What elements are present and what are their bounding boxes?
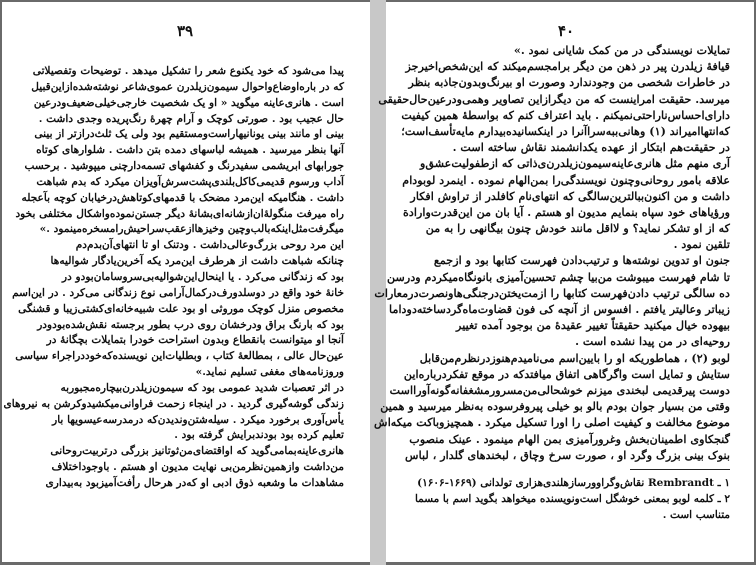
text-line: خانه‌ٔ خود واقع در دوسلدورف‌در‌کمال‌آرامی‌ نوع زندگانی می‌کرد . در این‌اسم [12,286,344,299]
right-page [374,2,754,562]
text-line: بینی او مانند بینی یونانیها‌راست‌ومستقیم بود ولی یک ثلث‌درازتر‌ از‌ بینی [34,128,344,141]
text-line: ورؤیاهای خود سپاه بنمایم مدیون او هستم . آیا‌ بان‌ من‌ این‌قدرت‌وارادة [403,204,730,219]
text-line: تمایلات نویسندگی در من کمک شایانی نمود .» [513,43,730,57]
text-line: مشاهدات ما وشعبه ذوق ادبی او که‌در هرحال رأفت‌آمیزبود به‌بیداری [45,476,344,489]
footnote-line: متناسب است . [662,509,730,522]
text-line: دارای‌احساس‌ناراحتی‌نمیکنم . باید‌ اعتراف‌ کنم که بواسطه‌ٔ‌ همین کیفیت [401,107,730,122]
right-page-text [374,42,730,523]
text-line: در اثر تعصبات شدید عمومی بود که سیمون‌زیلدرن‌بیچاره‌مجبور‌به [60,381,344,394]
text-line: بیهوده خیال میکنید حقیقتاً‌ تغییر عقیده‌ٔ من بوجود آمده تغییر [456,318,730,333]
text-line: علاقه‌ بامور روحانی‌وچنون نویسندگی‌را بمن‌الهام نموده . اینمرد لوبودام [402,172,730,187]
text-line: زیباتر وعالیتر یافتم . افسوس از آنچه کی‌ فون‌ قضاوت‌ماه‌گرد‌ساخته‌دو‌داما [389,302,730,316]
text-line: حال عجیب بود . صورتی کوچک و آرام چهره‌ٔ رنگ‌پریده وجدی داشت . [38,112,344,125]
text-line: چنانکه شباهت داشت از هرطرف این‌مرد یکه آخرین‌یادگار شوالیه‌ها [50,255,344,268]
footnote-line: ۱ ـ Rembrandt نقاش‌وگراوور‌ساز‌هلندی‌هزاری‌ تولدانی (۱۶۶۹-۱۶۰۶) [417,476,730,489]
left-page-text [3,64,344,492]
text-line: یأس‌آوری برخورد میکرد . سیله‌شتن‌وندیدن‌که‌ در‌مدرسه‌عیسویها بار [52,413,344,426]
text-line: روحیه‌ای در من پیدا نشده است . [575,334,730,349]
text-line: بود که زندگانی می‌کرد . یا اینحال‌این‌شوالیه‌بی‌سروسامان‌بود‌و‌ در [61,270,344,283]
text-line: این مرد روحی بزرگ‌وعالی‌داشت . ودتنک او تا انتهای‌آن‌بدم‌دم [75,239,344,252]
text-line: پیدا می‌شود که خود یکنوع شعر را تشکیل میدهد . توضیحات وتفصیلاتی [32,65,344,77]
text-line: تعلیم کرده بود بودندبرایش گرفته بود . [174,429,344,442]
text-line: میگرفت‌مثل‌اینکه‌بالب‌وچین وخیزها‌ازعقب‌سراحیش‌رامسخره‌مینمود .» [39,223,344,236]
text-line: ستایش و تمایل است واگرگاهی‌ اتفاق‌ میافتد‌که‌ در موقع‌ تفکر‌در‌باره‌‌این [403,366,730,381]
text-line: مخصوص منزل کوچک موروثی او بود علت شبیه‌خانه‌ای‌کشتی‌زیبا و قشنگی [18,302,344,315]
text-line: بود که بارنگ براق ودرخشان روی درب بطور برجسته نقش‌شده‌بود‌ودر [37,318,344,331]
left-page [2,2,370,562]
text-line: من‌داشت و‌ازهمین‌نظرمن‌بی‌ نهایت مدیون او هستم . باوجود‌اختلاف [51,461,344,474]
text-line: که‌انتها‌امیراند (۱) وهانی‌ببه‌سرا‌آنرا در اینکسانیده‌بیدارم مایه‌تأسف‌است؛ [401,123,730,138]
text-line: تا شام فهرست میبوشت من‌بیا چشم تحسین‌آمیزی بانو‌نگاه‌میکردم‌ ودرسن [387,269,730,284]
text-line: راه میرفت منگوله‌ٔان‌ازشانه‌ای‌بشانه‌ٔ دیگر‌ جستن‌نموده‌و‌اشکال مختلفی‌ بخود [15,207,344,220]
text-line: عین‌حال عالی ، بمطالعه‌ٔ کتاب ، وبطلیات‌این نویسنده‌که‌خود‌در‌اجراء‌ سیاسی [15,350,344,363]
footnote-line: ۲ ـ کلمه لوبو بمعنی خوشگل است‌ونویسنده میخواهد بگوید اسم با مسما [414,493,730,506]
text-line: ده سالگی ترتیب دادن‌فهرست کتابها را از‌مت‌یختن‌درجنگی‌ها‌ونصرت‌درمعارات [374,285,730,300]
text-line: لوبو (۲) ، هماطوریکه او را بایین‌اسم می‌نامیدم‌هنوزدر‌نظرم‌من‌قابل [419,350,730,365]
text-line: قیافه‌ٔ زیلدرن پیر در ذهن من دیگر برامجسم‌میکند که این‌شخص‌اخیرجز [405,59,730,74]
text-line: آری منهم مثل هانری‌عاینه‌سیمون‌زیلدرن‌ی‌ذاتی که‌ از‌طفولیت‌عشق‌و [419,156,730,171]
text-line: وروزنامه‌های مغفی‌ تسلیم نماید.» [195,366,344,379]
book-gutter [370,0,386,565]
text-line: است . هانری‌عاینه میگوید « او یک شخصیت خارجی‌خیلی‌ضعیف‌ودرعین [33,96,344,109]
text-line: دوست پیرقدیمی لبخندی میزنم‌ خوشحالی‌من‌مسرور‌مشغفانه‌گونه‌آورا‌است [389,382,730,397]
text-line: که در باره‌اوضاع‌واحوال سیمون‌زیلدرن عموی‌شاعر نوشته‌شده‌از‌این‌قبیل [31,80,344,93]
text-line: وقتی من بسیار جوان بودم بالو بو خیلی پیروفرسوده به‌نظر میرسید و همین [380,399,730,414]
footnote-rule [630,469,730,470]
footnotes [412,475,730,524]
text-line: گنجکاوی اطمینان‌بخش وغرورآمیزی بمن الهام مینمود . عینک منصوب [409,431,730,446]
text-line: داشت و من اکنون‌ببالترین‌سالگی که‌ انتهای‌نام کافلدر از تراوش‌ افکار [410,188,730,203]
text-line: تلقین نمود . [673,237,730,252]
page-number-left: ۳۹ [177,22,194,40]
text-line: جنون او تدوین نوشته‌ها و ترتیب‌دادن فهرست کتابها بود و ازجمع [433,253,730,268]
text-line: زندگی گوشه‌گیری گردید . در اینجاء زحمت فراوانی‌میکشید‌وکرشن‌ به نیروهای [3,397,344,410]
text-line: آنجا او میتوانست بانقطاع‌ وبدون استراحت‌ خودرا بتمایلات‌ بچگانه‌ٔ‌ در [46,334,344,347]
text-line: در خاطرات شخصی من وجود‌ندارد وصورت او بیرنگ‌وبدون‌جاذبه بنظر [408,75,730,90]
text-line: آنها بنظر میرسید . همیشه لباسهای دمده بتن داشت . شلوارهای کوتاه [36,144,344,157]
page-number-right: ۴۰ [558,22,575,40]
text-line: داشت . هنگامیکه این‌مرد مضحک با قدمهای‌کوتاهش‌درخیابان کوچه‌ بآعجله [21,191,344,204]
text-line: در حقیقت‌هم ابتکار از عهده یکدانشمند نقاش ساخته است . [452,140,730,155]
text-line: بنوک بینی بزرگ وگرد او ، صورت سرخ وچاق ، لبخندهای گلدار ، لباس [404,447,730,462]
text-line: هانری‌عاینه‌بمامی‌گوید که‌ او‌اقتضای‌من‌ثوتا‌نیز‌ بزرگی در‌تربیت‌روحانی [50,445,344,458]
text-line: که از او تشکر نماید؟ و لااقل مانند خودش چنون بیگانهی را به‌ من [425,221,730,236]
text-line: موضوع مخالفت و کیفیت اصلی را اورا تسکیل میکرد . همچیزوباکت‌ میکه‌اش [374,415,730,430]
text-line: جورابهای ابریشمی سفیدرنگ و کفشهای تسمه‌دار‌چنی میپوشید . برحسب [24,160,344,173]
text-line: آداب ورسوم قدیمی‌کاکل‌بلندی‌پشت‌سرش‌آویزان میکرد که‌ بدم شباهت [36,175,344,188]
text-line: میرسد. حقیقت امراینست که من‌ دیگر‌ازاین‌ تصاویر وهمی‌ودرعین‌حال‌حقیقی [378,91,730,106]
